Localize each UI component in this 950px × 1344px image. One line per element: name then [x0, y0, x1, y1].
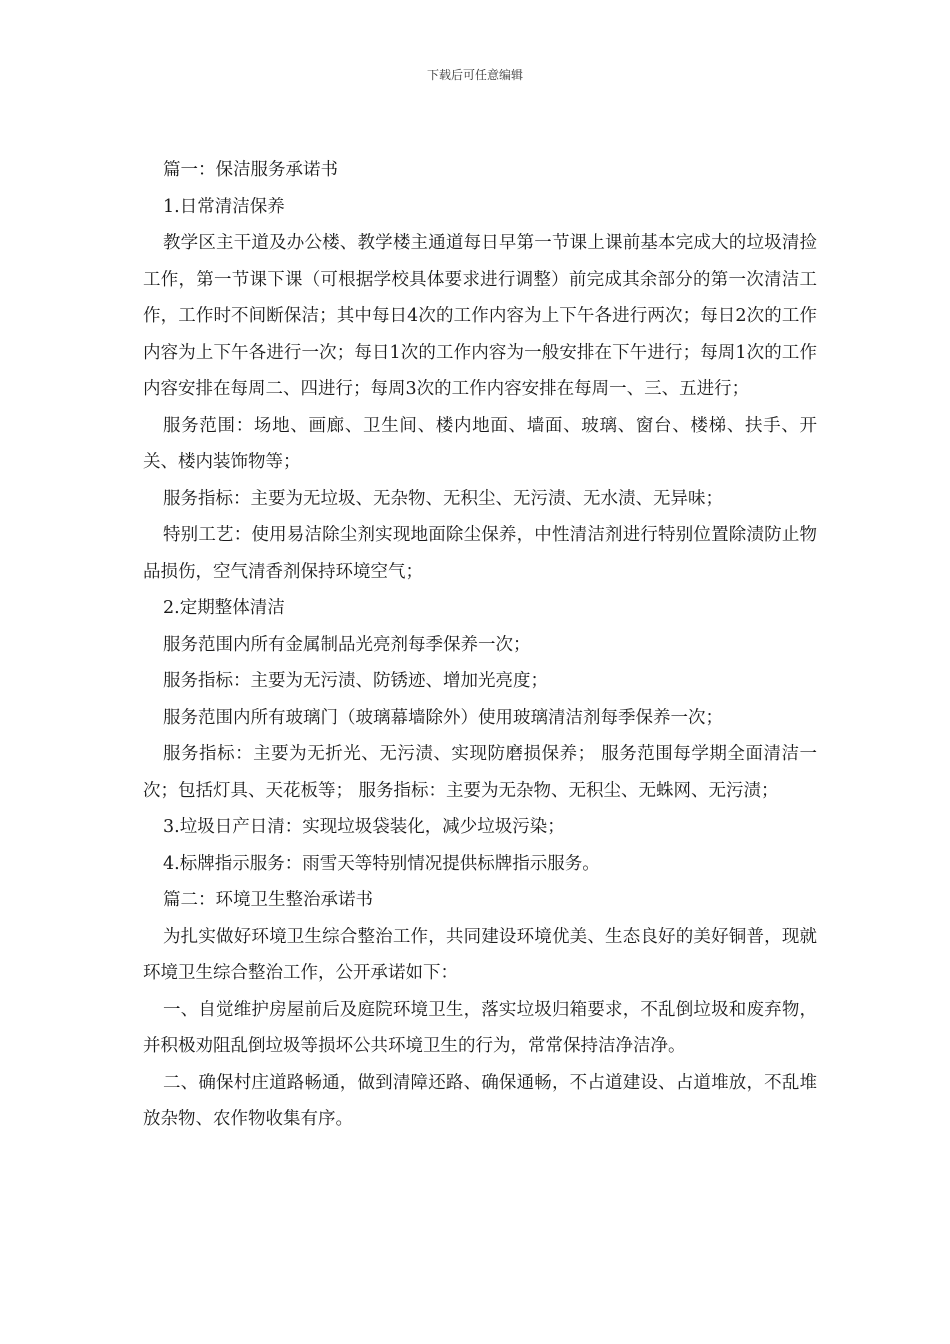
page-header: 下载后可任意编辑	[426, 68, 523, 82]
section-title: 篇二：环境卫生整治承诺书	[163, 890, 373, 910]
paragraph: 一、自觉维护房屋前后及庭院环境卫生，落实垃圾归箱要求，不乱倒垃圾和废弃物，并积极劝阻乱倒垃圾等损坏公共环境卫生的行为，常常保持洁净洁净。	[143, 999, 817, 1056]
paragraph: 二、确保村庄道路畅通，做到清障还路、确保通畅，不占道建设、占道堆放，不乱堆放杂物、农作物收集有序。	[143, 1072, 817, 1129]
section-title: 篇一：保洁服务承诺书	[163, 160, 338, 180]
document-body	[143, 152, 817, 1138]
paragraph: 服务指标：主要为无污渍、防锈迹、增加光亮度；	[163, 671, 548, 691]
subsection-heading: 3.垃圾日产日清：实现垃圾袋装化，减少垃圾污染；	[163, 817, 565, 837]
subsection-heading: 2.定期整体清洁	[163, 598, 285, 618]
subsection-heading: 4.标牌指示服务：雨雪天等特别情况提供标牌指示服务。	[163, 853, 600, 874]
paragraph: 特别工艺：使用易洁除尘剂实现地面除尘保养，中性清洁剂进行特别位置除渍防止物品损伤，空气清香剂保持环境空气；	[143, 525, 817, 582]
paragraph: 为扎实做好环境卫生综合整治工作，共同建设环境优美、生态良好的美好铜普，现就环境卫生综合整治工作，公开承诺如下：	[143, 926, 817, 983]
paragraph: 服务范围内所有金属制品光亮剂每季保养一次；	[163, 634, 531, 655]
paragraph: 服务范围：场地、画廊、卫生间、楼内地面、墙面、玻璃、窗台、楼梯、扶手、开关、楼内装饰物等；	[143, 415, 817, 472]
paragraph: 服务指标：主要为无折光、无污渍、实现防磨损保养； 服务范围每学期全面清洁一次；包括灯具、天花板等； 服务指标：主要为无杂物、无积尘、无蛛网、无污渍；	[143, 744, 817, 801]
paragraph: 教学区主干道及办公楼、教学楼主通道每日早第一节课上课前基本完成大的垃圾清捡工作，第一节课下课（可根据学校具体要求进行调整）前完成其余部分的第一次清洁工作，工作时不间断保洁；其中每日4次的工作内容为上下午各进行两次；每日2次的工作内容为上下午各进行一次；每日1次的工作内容为一般安排在下午进行；每周1次的工作内容安排在每周二、四进行；每周3次的工作内容安排在每周一、三、五进行；	[143, 233, 817, 399]
paragraph: 服务范围内所有玻璃门（玻璃幕墙除外）使用玻璃清洁剂每季保养一次；	[163, 707, 723, 728]
paragraph: 服务指标：主要为无垃圾、无杂物、无积尘、无污渍、无水渍、无异味；	[163, 488, 723, 509]
subsection-heading: 1.日常清洁保养	[163, 196, 285, 217]
